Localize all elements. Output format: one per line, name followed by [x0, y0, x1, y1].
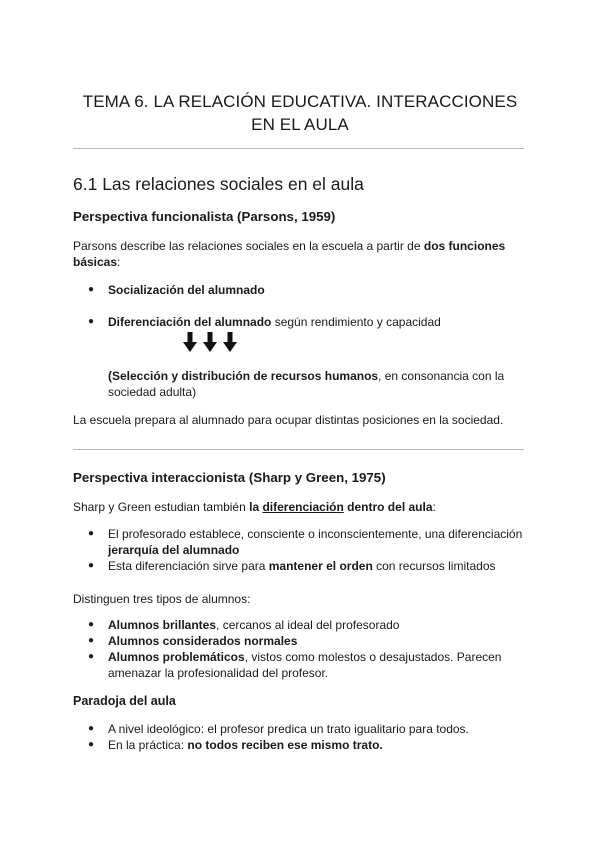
type-1-bold: Alumnos brillantes [108, 618, 217, 632]
paradoja-bullet-1: A nivel ideológico: el profesor predica un trato igualitario para todos. [108, 722, 469, 736]
section-heading: 6.1 Las relaciones sociales en el aula [73, 174, 364, 194]
bullet-2-bold: Diferenciación del alumnado [108, 315, 272, 329]
result-rest-2: sociedad adulta) [108, 385, 197, 399]
funcionalista-conclusion: La escuela prepara al alumnado para ocupar distintas posiciones en la sociedad. [73, 413, 504, 427]
type-3-rest: , vistos como molestos o desajustados. Parecen [244, 650, 502, 664]
type-3 [108, 649, 533, 681]
result-rest-1: , en consonancia con la [378, 369, 505, 383]
type-3-line-2: amenazar la profesionalidad del profesor. [108, 666, 329, 680]
funcionalista-intro [73, 238, 533, 270]
type-3-bold: Alumnos problemáticos [108, 650, 245, 664]
result-bold: (Selección y distribución de recursos humanos [108, 369, 379, 383]
paradoja-heading: Paradoja del aula [73, 694, 176, 708]
interaccionista-intro [73, 499, 533, 515]
funcionalista-intro-bold-1: dos funciones [423, 239, 506, 253]
types-intro: Distinguen tres tipos de alumnos: [73, 592, 251, 606]
bullet-2-rest: según rendimiento y capacidad [271, 315, 441, 329]
bullet-icon: ● [88, 619, 95, 630]
bullet-icon: ● [88, 723, 95, 734]
title-line-1: TEMA 6. LA RELACIÓN EDUCATIVA. INTERACCIONES [82, 92, 518, 111]
interaccionista-bullet-2-post: con recursos limitados [372, 559, 496, 573]
bullet-icon: ● [88, 739, 95, 750]
interaccionista-bullet-1 [108, 526, 533, 558]
paradoja-bullet-2-pre: En la práctica: [108, 738, 188, 752]
interaccionista-bullet-2-bold: mantener el orden [268, 559, 373, 573]
interaccionista-bullet-1-line-2: jerarquía del alumnado [108, 543, 240, 557]
divider-middle [73, 449, 524, 450]
bullet-icon: ● [88, 316, 95, 327]
down-arrow-icon [183, 332, 197, 352]
funcionalista-bullet-2 [108, 314, 533, 330]
title-line-2: EN EL AULA [251, 115, 349, 134]
paradoja-bullet-2 [108, 737, 533, 753]
funcionalista-intro-bold-2: básicas [73, 255, 118, 269]
type-1 [108, 617, 533, 633]
bullet-icon: ● [88, 635, 95, 646]
interaccionista-heading: Perspectiva interaccionista (Sharp y Green, 1975) [73, 470, 386, 485]
bullet-icon: ● [88, 560, 95, 571]
interaccionista-intro-colon: : [432, 500, 436, 514]
down-arrows [183, 332, 237, 354]
funcionalista-intro-colon: : [117, 255, 121, 269]
interaccionista-intro-text: Sharp y Green estudian también [73, 500, 250, 514]
interaccionista-intro-underlined: diferenciación [262, 500, 344, 514]
interaccionista-bullet-2 [108, 558, 533, 574]
funcionalista-bullet-1 [108, 282, 533, 298]
bullet-icon: ● [88, 528, 95, 539]
paradoja-bullet-2-bold: no todos reciben ese mismo trato. [187, 738, 383, 752]
type-2-bold: Alumnos considerados normales [108, 634, 298, 648]
funcionalista-intro-text: Parsons describe las relaciones sociales en la escuela a partir de [73, 239, 424, 253]
interaccionista-intro-bold-a: la [249, 500, 263, 514]
funcionalista-heading: Perspectiva funcionalista (Parsons, 1959) [73, 209, 336, 224]
down-arrow-icon [203, 332, 217, 352]
interaccionista-intro-bold-b: dentro del aula [343, 500, 433, 514]
funcionalista-result [108, 368, 533, 400]
type-2 [108, 633, 533, 649]
bullet-1-text: Socialización del alumnado [108, 283, 265, 297]
interaccionista-bullet-2-pre: Esta diferenciación sirve para [108, 559, 269, 573]
type-1-rest: , cercanos al ideal del profesorado [216, 618, 400, 632]
bullet-icon: ● [88, 651, 95, 662]
down-arrow-icon [223, 332, 237, 352]
interaccionista-bullet-1-line-1: El profesorado establece, consciente o inconscientemente, una diferenciación [108, 527, 523, 541]
divider-top [73, 148, 524, 149]
document-title [60, 90, 540, 136]
bullet-icon: ● [88, 284, 95, 295]
